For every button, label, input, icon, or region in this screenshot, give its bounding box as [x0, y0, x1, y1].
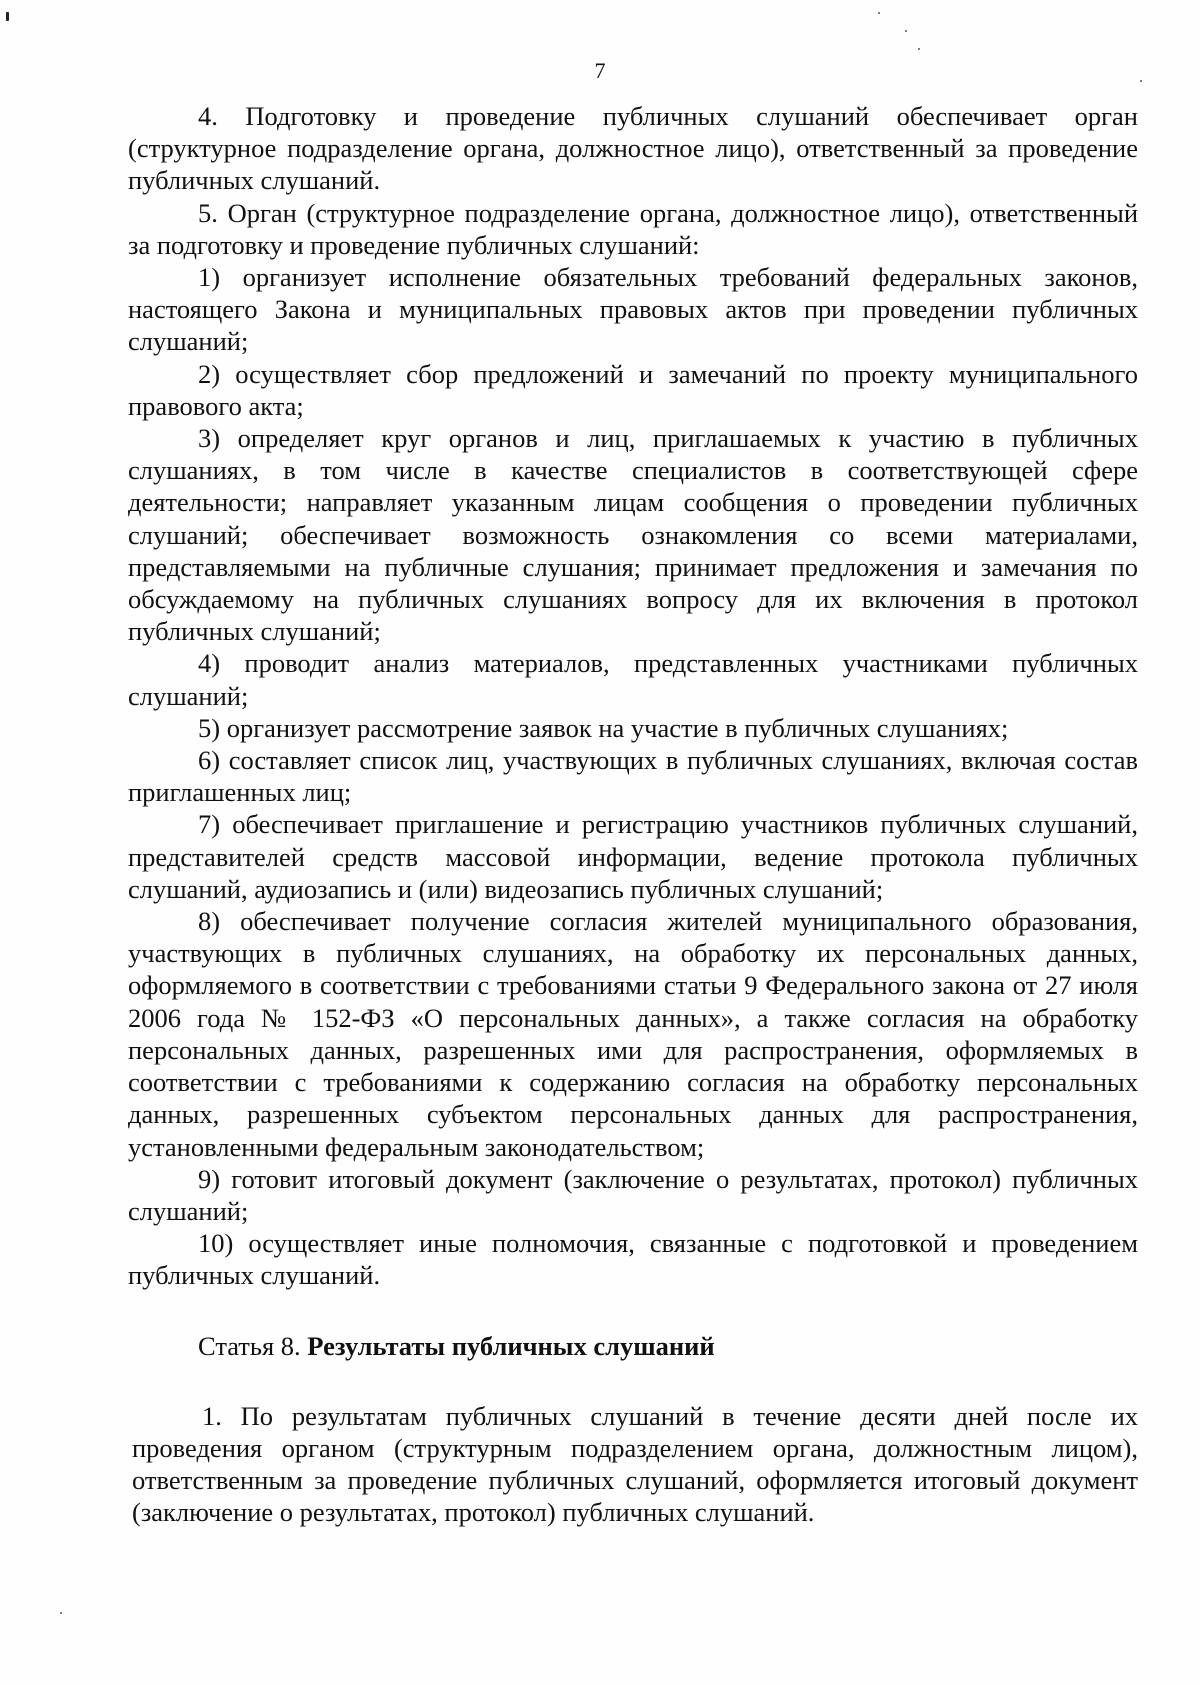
paragraph: 1. По результатам публичных слушаний в течение десяти дней после их проведения органом (структурным подразделением органа, должностным лицом), ответственным за проведение публичных слушаний, оформляется итоговый документ (заключение о результатах, протокол) публичных слушаний. — [132, 1400, 1138, 1528]
list-item: 9) готовит итоговый документ (заключение о результатах, протокол) публичных слушаний; — [128, 1163, 1138, 1226]
article-title: Результаты публичных слушаний — [307, 1330, 715, 1361]
list-item: 2) осуществляет сбор предложений и замечаний по проекту муниципального правового акта; — [128, 358, 1138, 421]
paragraph: 4. Подготовку и проведение публичных слушаний обеспечивает орган (структурное подразделение органа, должностное лицо), ответственный за проведение публичных слушаний. — [128, 101, 1138, 196]
list-item: 6) составляет список лиц, участвующих в публичных слушаниях, включая состав приглашенных лиц; — [128, 745, 1138, 808]
scan-speck — [878, 12, 880, 14]
list-item: 4) проводит анализ материалов, представленных участниками публичных слушаний; — [128, 648, 1138, 711]
scan-speck — [6, 12, 9, 21]
scan-speck — [60, 1612, 62, 1614]
list-item: 1) организует исполнение обязательных требований федеральных законов, настоящего Закона и муниципальных правовых актов при проведении публичных слушаний; — [128, 262, 1138, 357]
list-item: 10) осуществляет иные полномочия, связанные с подготовкой и проведением публичных слушаний. — [128, 1228, 1138, 1291]
article-body — [128, 1400, 1138, 1529]
article-heading — [128, 1330, 1138, 1362]
list-item: 7) обеспечивает приглашение и регистрацию участников публичных слушаний, представителей средств массовой информации, ведение протокола публичных слушаний, аудиозапись и (или) видеозапись публичных слушаний; — [128, 809, 1138, 904]
document-body — [128, 100, 1138, 1528]
paragraph: 5. Орган (структурное подразделение органа, должностное лицо), ответственный за подготовку и проведение публичных слушаний: — [128, 197, 1138, 260]
list-item: 8) обеспечивает получение согласия жителей муниципального образования, участвующих в публичных слушаниях, на обработку их персональных данных, оформляемого в соответствии с требованиями статьи 9 Федерального закона от 27 июля 2006 года № 152-ФЗ «О персональных данных», а также согласия на обработку персональных данных, разрешенных ими для распространения, оформляемых в соответствии с требованиями к содержанию согласия на обработку персональных данных, разрешенных субъектом персональных данных для распространения, установленными федеральным законодательством; — [128, 906, 1138, 1162]
article-number: Статья 8. — [198, 1330, 301, 1361]
list-item: 3) определяет круг органов и лиц, приглашаемых к участию в публичных слушаниях, в том числе в качестве специалистов в соответствующей сфере деятельности; направляет указанным лицам сообщения о проведении публичных слушаний; обеспечивает возможность ознакомления со всеми материалами, представляемыми на публичные слушания; принимает предложения и замечания по обсуждаемому на публичных слушаниях вопросу для их включения в протокол публичных слушаний; — [128, 423, 1138, 647]
scan-speck — [918, 48, 920, 50]
page-number: 7 — [594, 58, 606, 83]
list-item: 5) организует рассмотрение заявок на участие в публичных слушаниях; — [198, 712, 1009, 743]
scan-speck — [905, 30, 907, 32]
